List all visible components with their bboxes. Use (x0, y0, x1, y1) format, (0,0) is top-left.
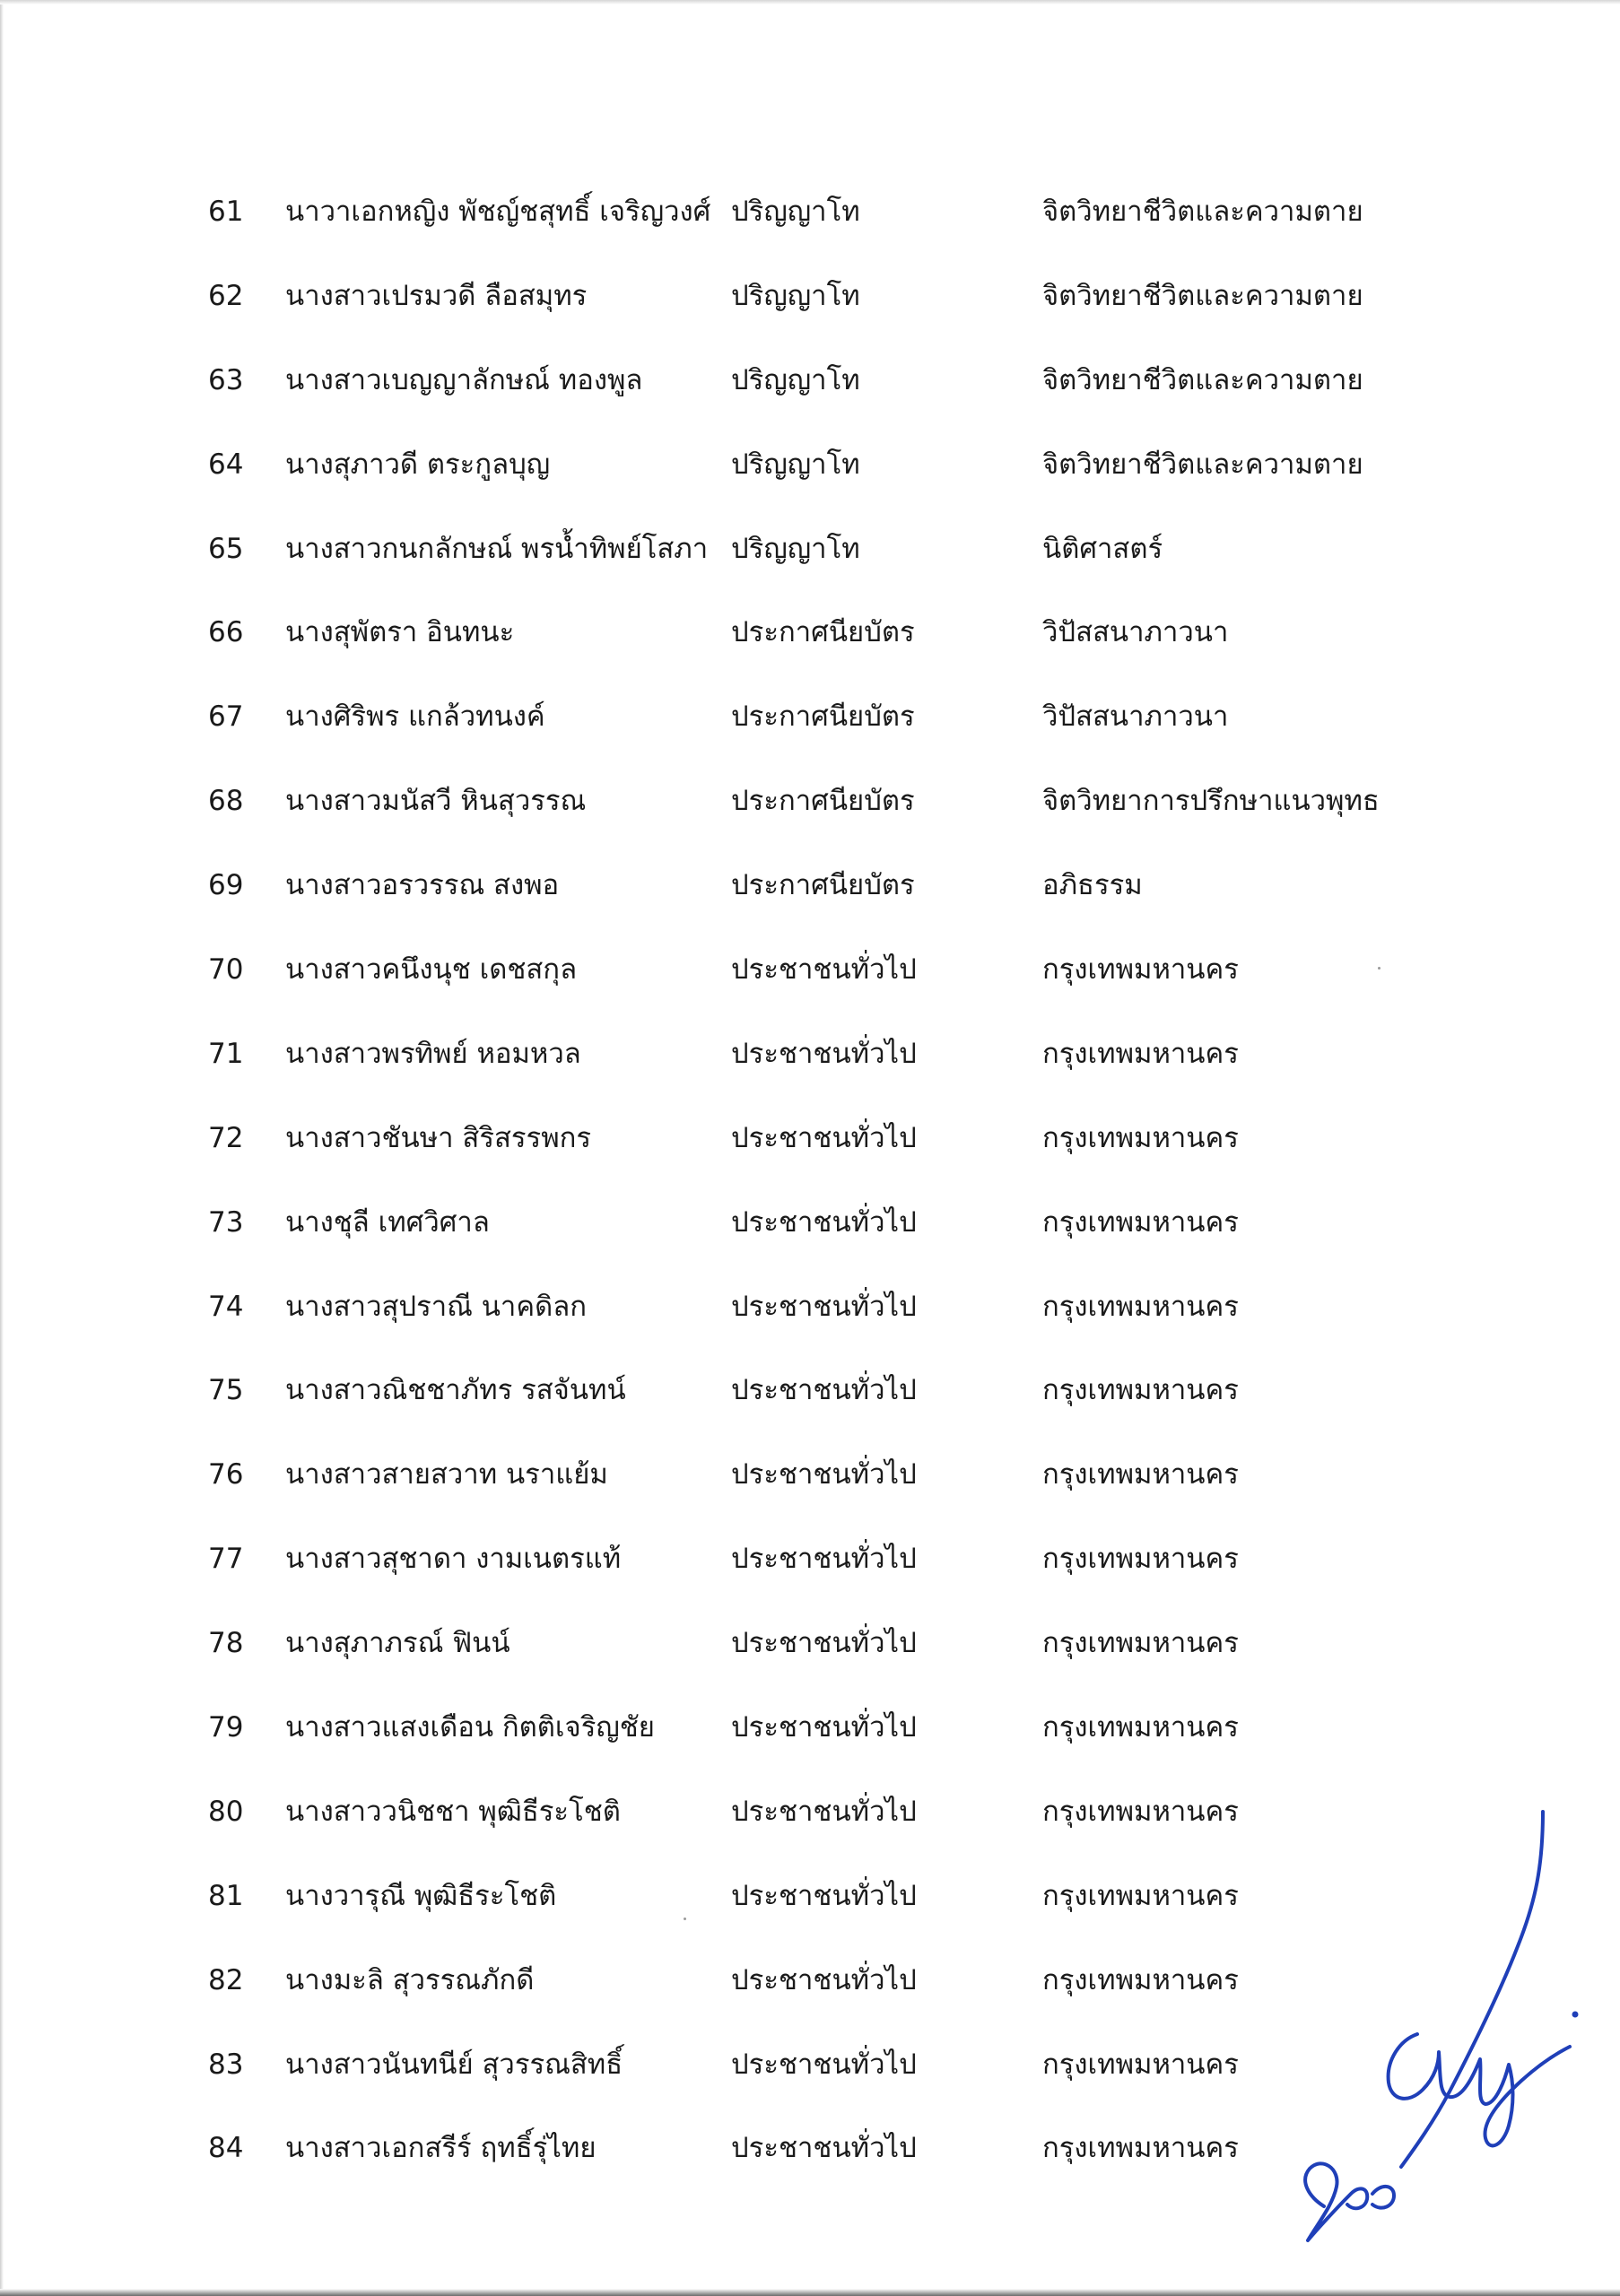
person-name: นางสาวแสงเดือน กิตติเจริญชัย (285, 1711, 655, 1744)
person-name: นางชุลี เทศวิศาล (285, 1205, 490, 1239)
row-number: 79 (208, 1711, 244, 1744)
signature-mark (1274, 1794, 1588, 2260)
row-number: 68 (208, 785, 244, 818)
education-level: ประชาชนทั่วไป (731, 1121, 917, 1154)
roster-row (0, 1686, 1620, 1770)
person-name: นางสุพัตรา อินทนะ (285, 616, 515, 649)
field-of-study: กรุงเทพมหานคร (1042, 1795, 1239, 1828)
roster-row (0, 844, 1620, 928)
roster-row (0, 928, 1620, 1013)
field-of-study: วิปัสสนาภาวนา (1042, 700, 1229, 734)
field-of-study: กรุงเทพมหานคร (1042, 1121, 1239, 1154)
education-level: ประชาชนทั่วไป (731, 953, 917, 987)
field-of-study: กรุงเทพมหานคร (1042, 1458, 1239, 1492)
row-number: 83 (208, 2048, 244, 2081)
roster-row (0, 675, 1620, 760)
field-of-study: กรุงเทพมหานคร (1042, 953, 1239, 987)
row-number: 82 (208, 1963, 244, 1996)
field-of-study: จิตวิทยาชีวิตและความตาย (1042, 448, 1363, 481)
roster-row (0, 423, 1620, 508)
row-number: 75 (208, 1374, 244, 1407)
field-of-study: จิตวิทยาชีวิตและความตาย (1042, 279, 1363, 312)
education-level: ประชาชนทั่วไป (731, 1711, 917, 1744)
person-name: นางสาวมนัสวี หินสุวรรณ (285, 785, 587, 818)
field-of-study: วิปัสสนาภาวนา (1042, 616, 1229, 649)
field-of-study: กรุงเทพมหานคร (1042, 1711, 1239, 1744)
education-level: ประชาชนทั่วไป (731, 2048, 917, 2081)
row-number: 81 (208, 1879, 244, 1912)
field-of-study: กรุงเทพมหานคร (1042, 1205, 1239, 1239)
row-number: 65 (208, 532, 244, 565)
person-name: นางสุภาภรณ์ ฟินน์ (285, 1627, 510, 1660)
person-name: นางสาวสุชาดา งามเนตรแท้ (285, 1543, 622, 1576)
roster-row (0, 1433, 1620, 1518)
field-of-study: กรุงเทพมหานคร (1042, 1037, 1239, 1070)
education-level: ประชาชนทั่วไป (731, 1205, 917, 1239)
person-name: นางสาวชันษา สิริสรรพกร (285, 1121, 592, 1154)
field-of-study: กรุงเทพมหานคร (1042, 2048, 1239, 2081)
row-number: 74 (208, 1290, 244, 1323)
field-of-study: กรุงเทพมหานคร (1042, 2132, 1239, 2165)
education-level: ประชาชนทั่วไป (731, 1879, 917, 1912)
scan-speck (1378, 967, 1380, 970)
education-level: ปริญญาโท (731, 279, 860, 312)
row-number: 70 (208, 953, 244, 987)
person-name: นางสาวคนึงนุช เดชสกุล (285, 953, 578, 987)
person-name: นางสาวอรวรรณ สงพอ (285, 869, 560, 902)
person-name: นางสุภาวดี ตระกูลบุญ (285, 448, 551, 481)
signature-initials-stroke (1305, 2163, 1367, 2240)
education-level: ประกาศนียบัตร (731, 869, 915, 902)
person-name: นางสาวสุปราณี นาคดิลก (285, 1290, 587, 1323)
row-number: 67 (208, 700, 244, 734)
education-level: ประชาชนทั่วไป (731, 1037, 917, 1070)
person-name: นางศิริพร แกล้วทนงค์ (285, 700, 545, 734)
roster-row (0, 1097, 1620, 1181)
field-of-study: กรุงเทพมหานคร (1042, 1963, 1239, 1996)
roster-row (0, 508, 1620, 592)
signature-small-loop-stroke (1372, 2187, 1394, 2208)
field-of-study: กรุงเทพมหานคร (1042, 1543, 1239, 1576)
roster-row (0, 1013, 1620, 1097)
row-number: 80 (208, 1795, 244, 1828)
person-name: นางสาวกนกลักษณ์ พรน้ำทิพย์โสภา (285, 532, 709, 565)
person-name: นางสาวสายสวาท นราแย้ม (285, 1458, 608, 1492)
roster-row (0, 591, 1620, 675)
row-number: 73 (208, 1205, 244, 1239)
scan-speck (684, 1918, 686, 1920)
row-number: 72 (208, 1121, 244, 1154)
person-name: นางสาวณิชชาภัทร รสจันทน์ (285, 1374, 626, 1407)
row-number: 66 (208, 616, 244, 649)
row-number: 84 (208, 2132, 244, 2165)
row-number: 61 (208, 196, 244, 228)
person-name: นางสาวพรทิพย์ หอมหวล (285, 1037, 581, 1070)
roster-row (0, 1602, 1620, 1686)
roster-row (0, 760, 1620, 844)
education-level: ปริญญาโท (731, 363, 860, 396)
education-level: ประกาศนียบัตร (731, 700, 915, 734)
education-level: ประชาชนทั่วไป (731, 1374, 917, 1407)
roster-row (0, 1349, 1620, 1433)
roster-row (0, 339, 1620, 423)
field-of-study: จิตวิทยาการปรึกษาแนวพุทธ (1042, 785, 1380, 818)
scan-edge-top (0, 0, 1620, 4)
education-level: ปริญญาโท (731, 196, 860, 228)
field-of-study: กรุงเทพมหานคร (1042, 1374, 1239, 1407)
roster-row (0, 170, 1620, 255)
education-level: ประชาชนทั่วไป (731, 1543, 917, 1576)
education-level: ประชาชนทั่วไป (731, 1458, 917, 1492)
person-name: นาวาเอกหญิง พัชญ์ชสุทธิ์ เจริญวงศ์ (285, 196, 711, 228)
row-number: 76 (208, 1458, 244, 1492)
education-level: ปริญญาโท (731, 448, 860, 481)
person-name: นางสาวเบญญาลักษณ์ ทองพูล (285, 363, 643, 396)
person-name: นางสาววนิชชา พุฒิธีระโชติ (285, 1795, 621, 1828)
signature-flourish-stroke (1401, 1812, 1543, 2167)
field-of-study: กรุงเทพมหานคร (1042, 1290, 1239, 1323)
row-number: 62 (208, 279, 244, 312)
field-of-study: จิตวิทยาชีวิตและความตาย (1042, 196, 1363, 228)
education-level: ประกาศนียบัตร (731, 785, 915, 818)
person-name: นางสาวเอกสรีร์ ฤทธิ์รุ่ไทย (285, 2132, 597, 2165)
roster-row (0, 1518, 1620, 1602)
education-level: ปริญญาโท (731, 532, 860, 565)
roster-row (0, 1181, 1620, 1265)
education-level: ประกาศนียบัตร (731, 616, 915, 649)
roster-row (0, 255, 1620, 339)
field-of-study: กรุงเทพมหานคร (1042, 1879, 1239, 1912)
row-number: 63 (208, 363, 244, 396)
row-number: 64 (208, 448, 244, 481)
education-level: ประชาชนทั่วไป (731, 2132, 917, 2165)
education-level: ประชาชนทั่วไป (731, 1627, 917, 1660)
scan-edge-bottom (0, 2289, 1620, 2296)
row-number: 71 (208, 1037, 244, 1070)
signature-dot (1572, 2012, 1579, 2018)
person-name: นางสาวนันทนีย์ สุวรรณสิทธิ์ (285, 2048, 623, 2081)
education-level: ประชาชนทั่วไป (731, 1963, 917, 1996)
education-level: ประชาชนทั่วไป (731, 1290, 917, 1323)
person-name: นางมะลิ สุวรรณภักดี (285, 1963, 535, 1996)
roster-row (0, 1265, 1620, 1350)
person-name: นางสาวเปรมวดี ลือสมุทร (285, 279, 588, 312)
person-name: นางวารุณี พุฒิธีระโชติ (285, 1879, 557, 1912)
signature-body-stroke (1389, 2034, 1570, 2145)
row-number: 77 (208, 1543, 244, 1576)
field-of-study: จิตวิทยาชีวิตและความตาย (1042, 363, 1363, 396)
row-number: 69 (208, 869, 244, 902)
field-of-study: นิติศาสตร์ (1042, 532, 1163, 565)
field-of-study: อภิธรรม (1042, 869, 1143, 902)
row-number: 78 (208, 1627, 244, 1660)
field-of-study: กรุงเทพมหานคร (1042, 1627, 1239, 1660)
education-level: ประชาชนทั่วไป (731, 1795, 917, 1828)
